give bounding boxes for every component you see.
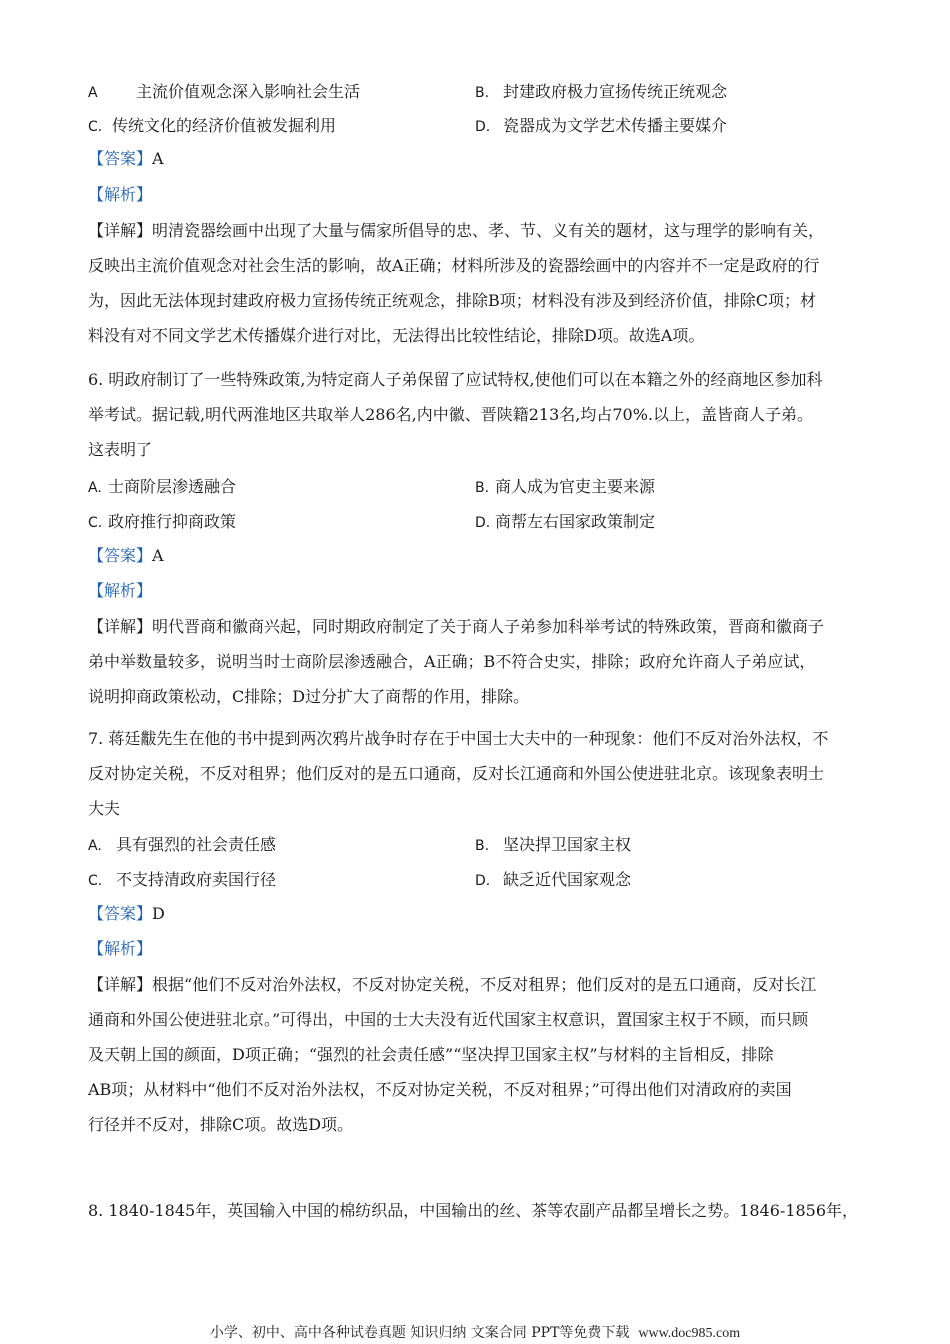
q7-options-row-1 [88, 832, 864, 858]
q7-option-d: D. 缺乏近代国家观念 [475, 870, 632, 889]
q6-option-d: D. 商帮左右国家政策制定 [475, 512, 656, 531]
q7-option-b: B. 坚决捍卫国家主权 [475, 835, 632, 854]
q5-option-d: D. 瓷器成为文学艺术传播主要媒介 [475, 116, 728, 135]
q5-detail: 【详解】明清瓷器绘画中出现了大量与儒家所倡导的忠、孝、节、义有关的题材，这与理学的影响有关， 反映出主流价值观念对社会生活的影响，故A正确；材料所涉及的瓷器绘画中的内容并不一定是政府的行 为，因此无法体现封建政府极力宣扬传统正统观念，排除B项；材料没有涉及到经济价值，排除C项；材 料没有对不同文学艺术传播媒介进行对比，无法得出比较性结论，排除D项。故选A项。 [88, 221, 825, 345]
q6-option-c: C. 政府推行抑商政策 [88, 512, 237, 531]
q6-option-b: B. 商人成为官吏主要来源 [475, 477, 656, 496]
q5-answer: 【答案】A [88, 149, 164, 168]
q5-option-c: C. 传统文化的经济价值被发掘利用 [88, 116, 337, 135]
q7-option-a: A. 具有强烈的社会责任感 [88, 835, 277, 854]
q7-answer: 【答案】D [88, 904, 165, 923]
q8-stem: 8. 1840-1845年，英国输入中国的棉纺织品，中国输出的丝、茶等农副产品都呈增长之势。1846-1856年， [88, 1201, 859, 1220]
q6-options-row-1 [88, 474, 864, 500]
q6-detail: 【详解】明代晋商和徽商兴起，同时期政府制定了关于商人子弟参加科举考试的特殊政策，晋商和徽商子 弟中举数量较多，说明当时士商阶层渗透融合，A正确；B不符合史实，排除；政府允许商人子弟应试， 说明抑商政策松动，C排除；D过分扩大了商帮的作用，排除。 [88, 617, 825, 706]
q7-option-c: C. 不支持清政府卖国行径 [88, 870, 277, 889]
q5-options-row-1 [88, 79, 864, 105]
footer-url[interactable]: www.doc985.com [638, 1326, 741, 1341]
q5-analysis-heading: 【解析】 [88, 185, 153, 204]
q6-analysis-heading: 【解析】 [88, 581, 153, 600]
q6-options-row-2 [88, 509, 864, 535]
q5-option-b: B. 封建政府极力宣扬传统正统观念 [475, 82, 728, 101]
q5-options-row-2 [88, 113, 864, 139]
q6-answer: 【答案】A [88, 546, 164, 565]
q6-stem: 6. 明政府制订了一些特殊政策,为特定商人子弟保留了应试特权,使他们可以在本籍之外的经商地区参加科 举考试。据记载,明代两淮地区共取举人286名,内中徽、晋陕籍213名,均占70%.以上，盖皆商人子弟。 这表明了 [88, 370, 823, 459]
q7-detail: 【详解】根据“他们不反对治外法权，不反对协定关税，不反对租界；他们反对的是五口通商，反对长江 通商和外国公使进驻北京。”可得出，中国的士大夫没有近代国家主权意识，置国家主权于不顾，而只顾 及天朝上国的颜面，D项正确；“强烈的社会责任感”“坚决捍卫国家主权”与材料的主旨相反，排除 AB项；从材料中“他们不反对治外法权，不反对协定关税，不反对租界；”可得出他们对清政府的卖国 行径并不反对，排除C项。故选D项。 [88, 975, 817, 1134]
q7-stem: 7. 蒋廷黻先生在他的书中提到两次鸦片战争时存在于中国士大夫中的一种现象：他们不反对治外法权，不 反对协定关税，不反对租界；他们反对的是五口通商，反对长江通商和外国公使进驻北京。该现象表明士 大夫 [88, 729, 829, 818]
q5-option-a: A 主流价值观念深入影响社会生活 [88, 82, 361, 101]
q7-options-row-2 [88, 867, 864, 893]
q6-option-a: A. 士商阶层渗透融合 [88, 477, 237, 496]
q7-analysis-heading: 【解析】 [88, 939, 153, 958]
page-footer: 小学、初中、高中各种试卷真题 知识归纳 文案合同 PPT等免费下载 www.doc985.com [209, 1325, 741, 1341]
